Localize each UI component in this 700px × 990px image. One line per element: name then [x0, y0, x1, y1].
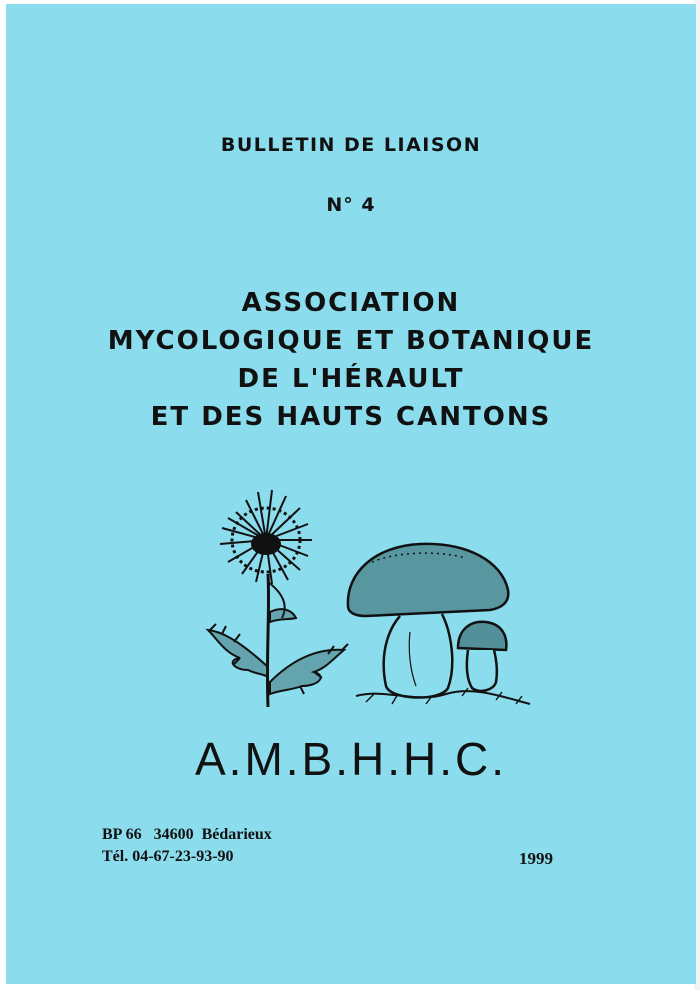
logo-illustration — [196, 482, 536, 722]
phone-number: Tél. 04-67-23-93-90 — [102, 848, 234, 865]
publication-year: 1999 — [519, 849, 553, 868]
cover-page — [6, 4, 696, 984]
issue-number: N° 4 — [326, 194, 376, 216]
bulletin-heading: BULLETIN DE LIAISON — [220, 134, 482, 156]
postal-address: BP 66 34600 Bédarieux — [102, 826, 272, 843]
title-line-2: MYCOLOGIQUE ET BOTANIQUE — [107, 326, 595, 356]
association-acronym: A.M.B.H.H.C. — [194, 733, 508, 785]
thistle-flower-icon — [208, 490, 348, 707]
mushroom-icon — [348, 544, 530, 704]
title-line-4: ET DES HAUTS CANTONS — [150, 402, 552, 432]
association-title — [6, 284, 696, 436]
title-line-3: DE L'HÉRAULT — [237, 364, 465, 394]
title-line-1: ASSOCIATION — [241, 288, 461, 318]
contact-block — [102, 824, 272, 868]
